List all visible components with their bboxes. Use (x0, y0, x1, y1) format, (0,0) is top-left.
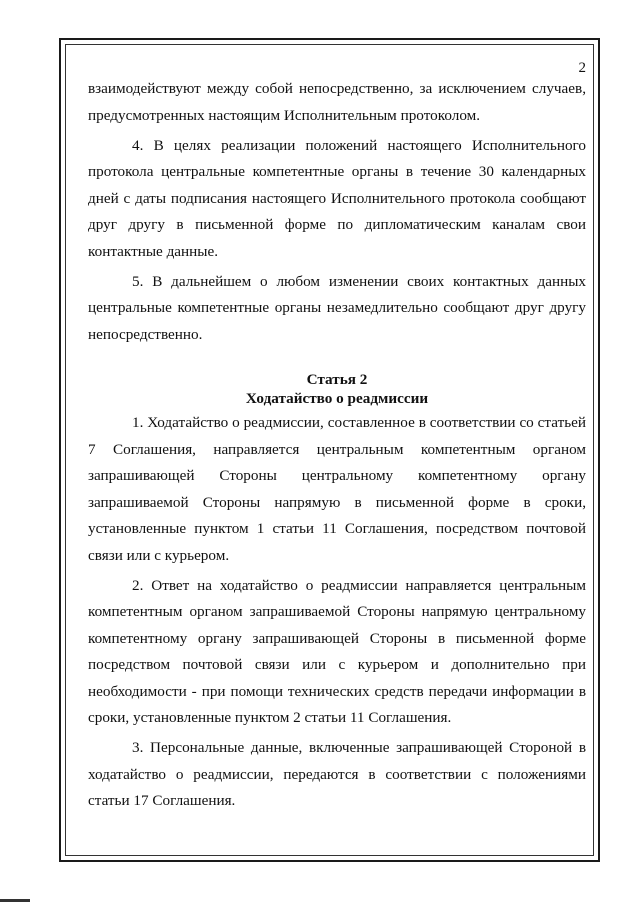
article-title: Ходатайство о реадмиссии (245, 390, 429, 407)
page-number: 2 (578, 60, 586, 76)
article-number: Статья 2 (306, 371, 368, 388)
paragraph-continuation: взаимодействуют между собой непосредственно, за исключением случаев, предусмотренных настоящим Исполнительным протоколом. (88, 80, 586, 124)
paragraph-article2-item-3: 3. Персональные данные, включенные запрашивающей Стороной в ходатайство о реадмиссии, передаются в соответствии с положениями статьи 17 Соглашения. (88, 739, 586, 809)
paragraph-item-5: 5. В дальнейшем о любом изменении своих контактных данных центральные компетентные органы незамедлительно сообщают друг другу непосредственно. (88, 272, 586, 343)
article-heading (88, 370, 586, 408)
paragraph-article2-item-1: 1. Ходатайство о реадмиссии, составленное в соответствии со статьей 7 Соглашения, направляется центральным компетентным органом запрашивающей Стороны центральному компетентному органу запрашиваемой Стороны напрямую в письменной форме в сроки, установленные пунктом 1 статьи 11 Соглашения, посредством почтовой связи или с курьером. (88, 414, 586, 564)
document-body (88, 76, 586, 818)
scan-edge-mark (0, 899, 30, 902)
paragraph-article2-item-2: 2. Ответ на ходатайство о реадмиссии направляется центральным компетентным органом запрашиваемой Стороны напрямую центральному компетентному органу запрашивающей Стороны в письменной форме посредством почтовой связи или с курьером и дополнительно при необходимости - при помощи технических средств передачи информации в сроки, установленные пунктом 2 статьи 11 Соглашения. (88, 576, 586, 726)
paragraph-item-4: 4. В целях реализации положений настоящего Исполнительного протокола центральные компетентные органы в течение 30 календарных дней с даты подписания настоящего Исполнительного протокола сообщают друг другу в письменной форме по дипломатическим каналам свои контактные данные. (88, 136, 586, 260)
